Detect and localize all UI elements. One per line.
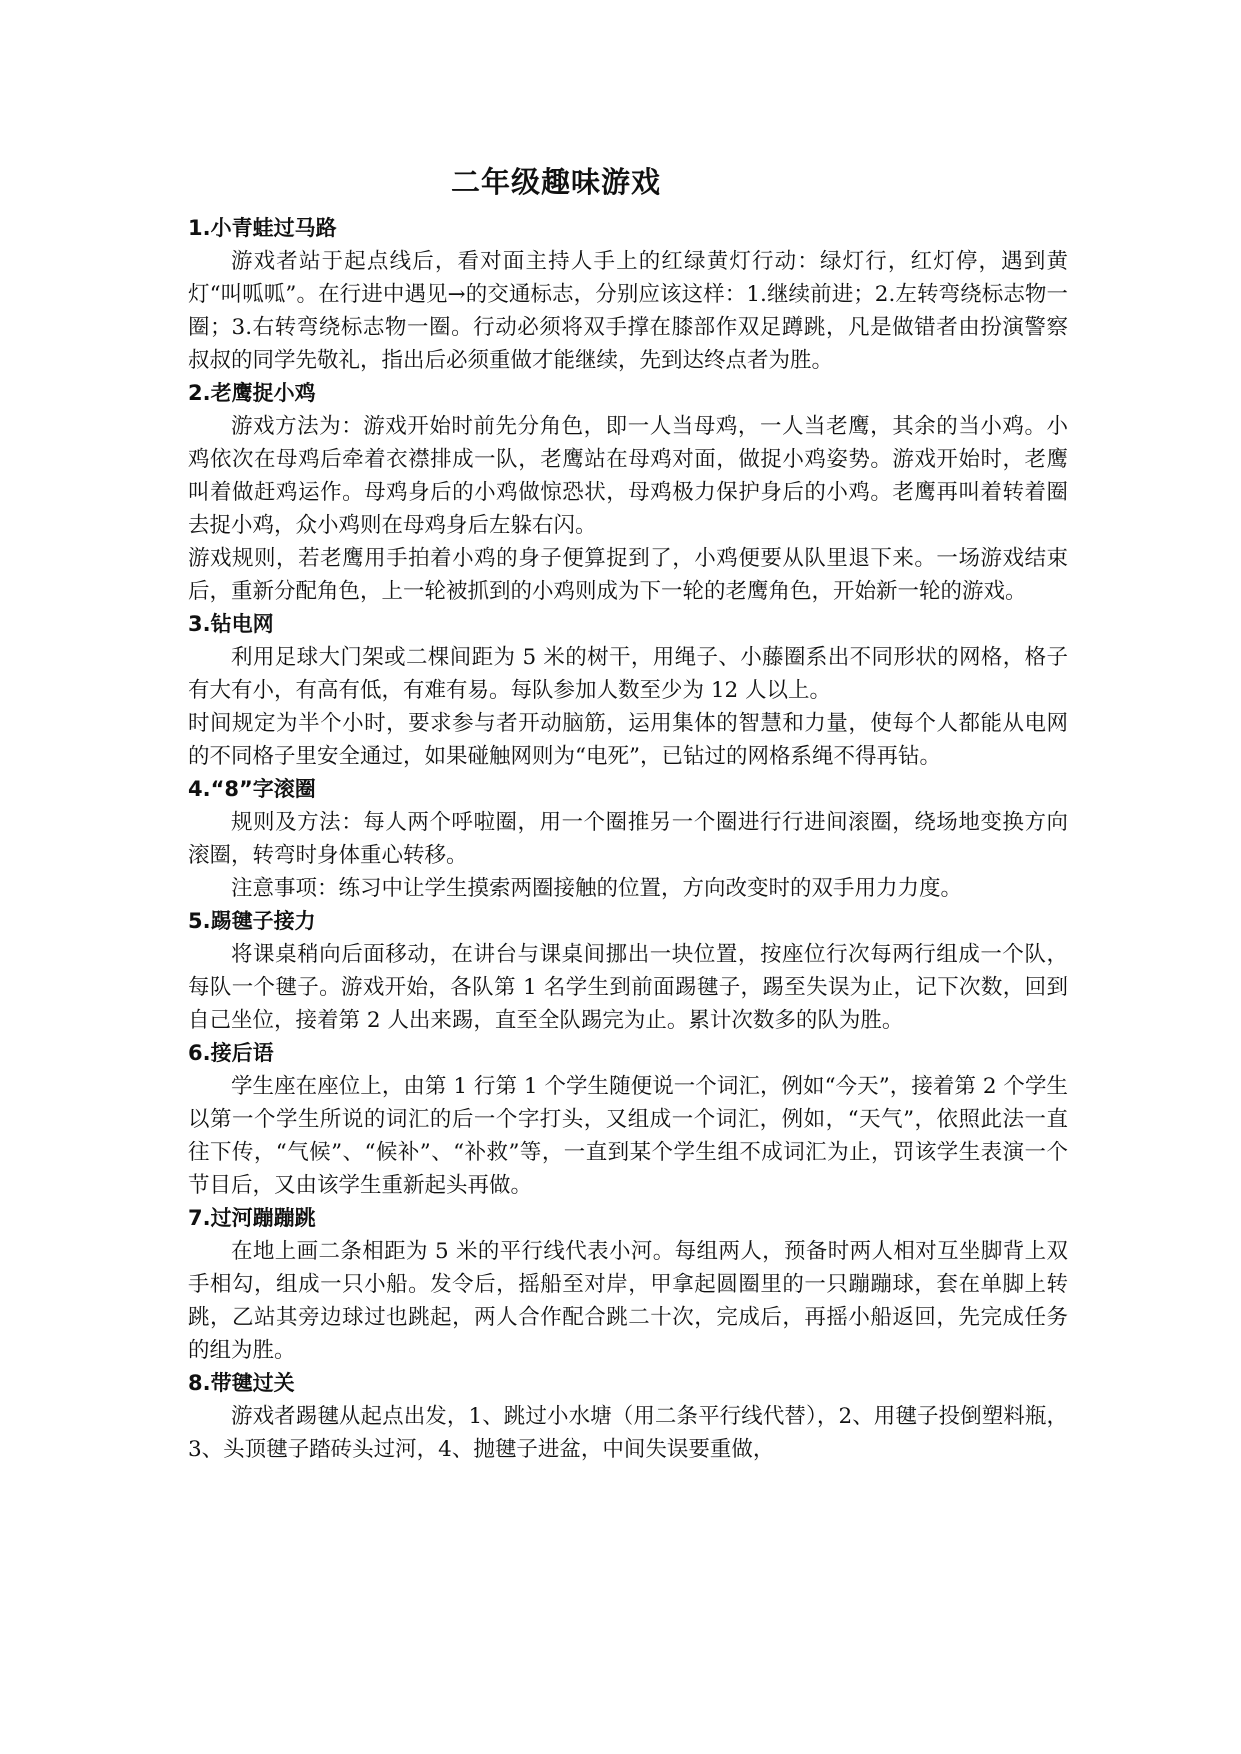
section-6: [188, 1037, 1068, 1202]
section-paragraph: 学生座在座位上，由第 1 行第 1 个学生随便说一个词汇，例如“今天”，接着第 2 个学生以第一个学生所说的词汇的后一个字打头，又组成一个词汇，例如，“天气”，依照此法一直往下传，“气候”、“候补”、“补救”等，一直到某个学生组不成词汇为止，罚该学生表演一个节目后，又由该学生重新起头再做。: [188, 1074, 1068, 1198]
section-heading: 8.带毽过关: [188, 1371, 295, 1395]
section-8: [188, 1367, 1068, 1466]
section-heading: 2.老鹰捉小鸡: [188, 381, 316, 405]
section-paragraph: 游戏者踢毽从起点出发，1、跳过小水塘（用二条平行线代替），2、用毽子投倒塑料瓶，3、头顶毽子踏砖头过河，4、抛毽子进盆，中间失误要重做，: [188, 1404, 1068, 1462]
section-heading: 6.接后语: [188, 1041, 274, 1065]
section-paragraph: 游戏规则，若老鹰用手拍着小鸡的身子便算捉到了，小鸡便要从队里退下来。一场游戏结束后，重新分配角色，上一轮被抓到的小鸡则成为下一轮的老鹰角色，开始新一轮的游戏。: [188, 546, 1068, 604]
section-heading: 1.小青蛙过马路: [188, 216, 337, 240]
section-heading: 5.踢毽子接力: [188, 909, 316, 933]
document-title: 二年级趣味游戏: [450, 165, 661, 199]
section-paragraph: 游戏方法为：游戏开始时前先分角色，即一人当母鸡，一人当老鹰，其余的当小鸡。小鸡依次在母鸡后牵着衣襟排成一队，老鹰站在母鸡对面，做捉小鸡姿势。游戏开始时，老鹰叫着做赶鸡运作。母鸡身后的小鸡做惊恐状，母鸡极力保护身后的小鸡。老鹰再叫着转着圈去捉小鸡，众小鸡则在母鸡身后左躲右闪。: [188, 414, 1068, 538]
section-heading: 7.过河蹦蹦跳: [188, 1206, 316, 1230]
section-paragraph: 在地上画二条相距为 5 米的平行线代表小河。每组两人，预备时两人相对互坐脚背上双手相勾，组成一只小船。发令后，摇船至对岸，甲拿起圆圈里的一只蹦蹦球，套在单脚上转跳，乙站其旁边球过也跳起，两人合作配合跳二十次，完成后，再摇小船返回，先完成任务的组为胜。: [188, 1239, 1068, 1363]
section-4: [188, 773, 1068, 905]
section-1: [188, 212, 1068, 377]
document-body: [188, 212, 1068, 1466]
section-heading: 3.钻电网: [188, 612, 274, 636]
section-5: [188, 905, 1068, 1037]
section-7: [188, 1202, 1068, 1367]
section-paragraph: 将课桌稍向后面移动，在讲台与课桌间挪出一块位置，按座位行次每两行组成一个队，每队一个毽子。游戏开始，各队第 1 名学生到前面踢毽子，踢至失误为止，记下次数，回到自己坐位，接着第 2 人出来踢，直至全队踢完为止。累计次数多的队为胜。: [188, 942, 1068, 1033]
section-heading: 4.“8”字滚圈: [188, 777, 316, 801]
section-paragraph: 注意事项：练习中让学生摸索两圈接触的位置，方向改变时的双手用力力度。: [231, 876, 963, 901]
section-paragraph: 游戏者站于起点线后，看对面主持人手上的红绿黄灯行动：绿灯行，红灯停，遇到黄灯“叫呱呱”。在行进中遇见→的交通标志，分别应该这样：1.继续前进；2.左转弯绕标志物一圈；3.右转弯绕标志物一圈。行动必须将双手撑在膝部作双足蹲跳，凡是做错者由扮演警察叔叔的同学先敬礼，指出后必须重做才能继续，先到达终点者为胜。: [188, 249, 1068, 373]
section-2: [188, 377, 1068, 608]
section-paragraph: 利用足球大门架或二棵间距为 5 米的树干，用绳子、小藤圈系出不同形状的网格，格子有大有小，有高有低，有难有易。每队参加人数至少为 12 人以上。: [188, 645, 1068, 703]
section-paragraph: 时间规定为半个小时，要求参与者开动脑筋，运用集体的智慧和力量，使每个人都能从电网的不同格子里安全通过，如果碰触网则为“电死”，已钻过的网格系绳不得再钻。: [188, 711, 1068, 769]
section-paragraph: 规则及方法：每人两个呼啦圈，用一个圈推另一个圈进行行进间滚圈，绕场地变换方向滚圈，转弯时身体重心转移。: [188, 810, 1068, 868]
section-3: [188, 608, 1068, 773]
